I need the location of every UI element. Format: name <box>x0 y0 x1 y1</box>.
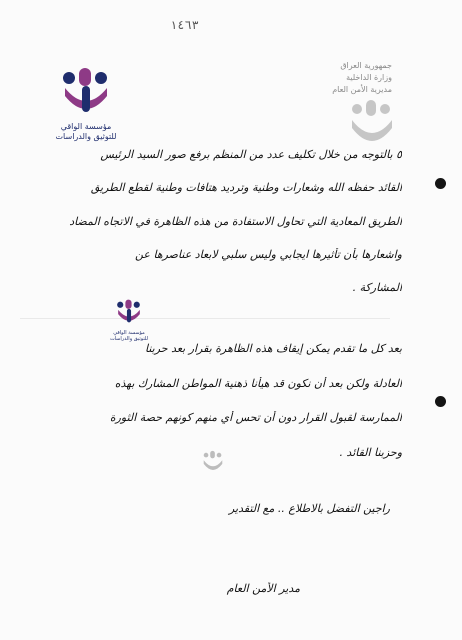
logo-small-line-1: مؤسسة الواقي <box>113 330 145 336</box>
ministry-header <box>282 60 392 96</box>
foundation-logo <box>40 66 132 142</box>
body-line-4: واشعارها بأن تأثيرها ايجابي وليس سلبي لابعاد عناصرها عن <box>135 248 402 261</box>
header-line-2: وزارة الداخلية <box>346 73 392 82</box>
body-line-7: العادلة ولكن بعد أن نكون قد هيأنا ذهنية المواطن المشارك بهذه <box>114 377 402 390</box>
punch-hole-bottom <box>435 396 446 407</box>
top-stamp-code: ١٤٦٣ <box>170 18 199 32</box>
punch-hole-top <box>435 178 446 189</box>
logo-name-line-2: للتوثيق والدراسات <box>55 132 117 141</box>
foundation-logo-icon <box>55 66 117 118</box>
body-line-8: الممارسة لقبول القرار دون أن تحس أي منهم كونهم حصة الثورة <box>109 411 402 424</box>
header-line-1: جمهورية العراق <box>340 61 392 70</box>
faint-ruling <box>20 318 390 319</box>
foundation-logo-small <box>98 298 160 342</box>
body-line-6: بعد كل ما تقدم يمكن إيقاف هذه الظاهرة بقرار بعد حربنا <box>145 342 402 355</box>
body-line-2: القائد حفظه الله وشعارات وطنية وترديد هتافات وطنية لقطع الطريق <box>90 181 402 194</box>
header-line-3: مديرية الأمن العام <box>332 85 392 94</box>
logo-name-line-1: مؤسسة الواقي <box>60 122 112 131</box>
logo-small-line-2: للتوثيق والدراسات <box>109 336 149 342</box>
body-line-1: ٥ بالتوجه من خلال تكليف عدد من المنظم برفع صور السيد الرئيس <box>100 148 402 161</box>
closing-line: راجين التفضل بالاطلاع .. مع التقدير <box>228 502 390 515</box>
body-line-9: وحزبنا القائد . <box>339 446 402 459</box>
signature-title: مدير الأمن العام <box>226 582 300 595</box>
body-line-5: المشاركة . <box>352 281 402 294</box>
watermark-seal-bottom <box>200 448 226 482</box>
body-line-3: الطريق المعادية التي تحاول الاستفادة من هذه الظاهرة في الاتجاه المضاد <box>69 215 402 228</box>
foundation-logo-small-icon <box>113 298 145 326</box>
